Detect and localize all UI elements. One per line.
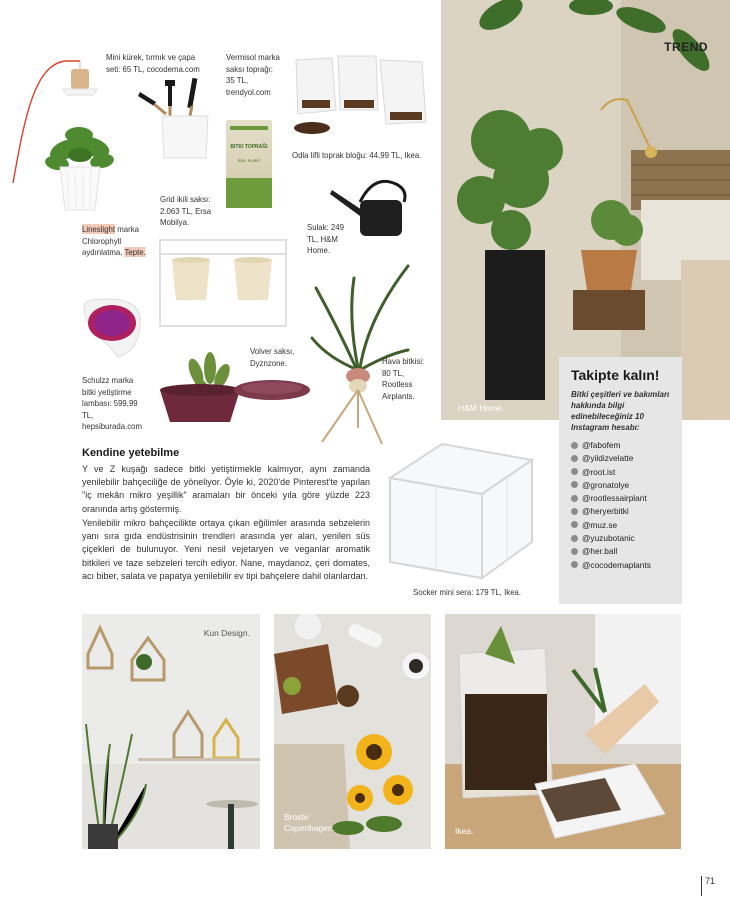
soil-bag-image [226, 120, 272, 208]
volver-pot-image [156, 342, 312, 432]
bullet-icon [571, 561, 578, 568]
article-paragraph-2: Yenilebilir mikro bahçecilikte ortaya çıkan eğilimler arasında sebzelerin yanı sıra gıda endüstrisinin trendleri arasında yer alan, yenilen süs çiçekleri de bulunuyor. Yeni nesil vejetaryen ve veganlar aromatik bitkileri ve taze sebzeleri tercih ediyor. Nane, maydanoz, çeri domates, acı biber, salata ve papatya yenilebilir ev tipi bahçelere dahil olanlardan. [82, 518, 370, 581]
instagram-handle: @gronatolye [582, 479, 630, 490]
garden-tools-image [136, 72, 216, 162]
instagram-account[interactable] [571, 479, 682, 492]
instagram-account[interactable] [571, 559, 682, 572]
instagram-account-list [559, 439, 682, 572]
bullet-icon [571, 455, 578, 462]
page-number: 71 [701, 876, 715, 896]
ikea-credit: Ikea. [455, 826, 474, 836]
instagram-account[interactable] [571, 492, 682, 505]
kun-design-credit: Kun Design. [203, 628, 250, 638]
bullet-icon [571, 548, 578, 555]
panel-intro: Bitki çeşitleri ve bakımları hakkında bilgi edinebileceğiniz 10 Instagram hesabı: [571, 390, 670, 432]
bullet-icon [571, 468, 578, 475]
lamp-caption [82, 224, 146, 259]
shovel-caption: Mini kürek, tırmık ve çapa seti: 65 TL, cocodema.com [106, 52, 200, 74]
lamp-caption-text: marka Chlorophyll aydınlatma, [82, 224, 139, 257]
instagram-account[interactable] [571, 519, 682, 532]
instagram-account[interactable] [571, 452, 682, 465]
greenhouse-caption: Socker mini sera: 179 TL, Ikea. [413, 587, 522, 597]
instagram-account[interactable] [571, 466, 682, 479]
instagram-handle: @rootlessairplant [582, 493, 647, 504]
vermisol-caption: Vermisol marka saksı toprağı: 35 TL, trendyol.com [226, 52, 280, 97]
bullet-icon [571, 508, 578, 515]
instagram-handle: @yildizvelatte [582, 453, 634, 464]
lamp-brand: Lineslight [82, 224, 116, 234]
instagram-account[interactable] [571, 505, 682, 518]
grid-pot-image [158, 236, 290, 330]
soil-block-image [292, 52, 432, 142]
soil-bag-sublabel: SOIL PLANT [237, 158, 261, 163]
instagram-handle: @root.ist [582, 466, 616, 477]
soil-caption: Odla lifli toprak bloğu: 44,99 TL, Ikea. [292, 150, 422, 160]
bullet-icon [571, 442, 578, 449]
lamp-shop: Tepte. [124, 247, 146, 257]
instagram-panel [559, 357, 682, 604]
broste-photo [274, 614, 431, 849]
instagram-handle: @fabofem [582, 440, 621, 450]
broste-credit: Broste Copenhagen. [284, 812, 336, 833]
hero-credit: H&M Home. [458, 403, 505, 413]
instagram-account[interactable] [571, 439, 682, 452]
instagram-handle: @cocodemaplants [582, 559, 651, 570]
soil-bag-label: BITKI TOPRAĞI [230, 144, 268, 150]
grow-lamp-image [78, 295, 148, 363]
instagram-handle: @yuzubotanic [582, 533, 635, 544]
air-plant-caption: Hava bitkisi: 80 TL, Rootless Airplants. [382, 356, 425, 401]
article-paragraph-1: Y ve Z kuşağı sadece bitki yetiştirmekle kalmıyor, aynı zamanda yenilebilir bahçeciliğe de yöneliyor. Öyle ki, 2020'de Pinterest'te yapılan "iç mekân mikro yeşillik" aramaları bir önceki yıla göre yüzde 223 oranında artış göstermiş. [82, 464, 370, 514]
instagram-handle: @heryerbitki [582, 506, 629, 517]
grow-lamp-caption: Schulzz marka bitki yetiştirme lambası: 599,99 TL, hepsiburada.com [82, 375, 143, 431]
bullet-icon [571, 521, 578, 528]
section-tag: TREND [664, 40, 708, 54]
bullet-icon [571, 535, 578, 542]
kun-design-photo [82, 614, 260, 849]
chlorophyll-lamp-image [5, 55, 135, 220]
instagram-handle: @muz.se [582, 519, 618, 530]
instagram-account[interactable] [571, 545, 682, 558]
article-heading: Kendine yetebilme [82, 447, 180, 459]
bullet-icon [571, 481, 578, 488]
watering-can-caption: Sulak: 249 TL, H&M Home. [307, 222, 344, 255]
volver-caption: Volver saksı, Dyznzone. [250, 346, 295, 368]
greenhouse-image [382, 438, 542, 584]
ikea-photo [445, 614, 681, 849]
instagram-account[interactable] [571, 532, 682, 545]
bullet-icon [571, 495, 578, 502]
grid-caption: Grid ikili saksı: 2.063 TL, Ersa Mobilya. [160, 194, 212, 227]
panel-title: Takipte kalın! [571, 367, 660, 383]
instagram-handle: @her.ball [582, 546, 618, 557]
air-plant-image [308, 258, 418, 448]
